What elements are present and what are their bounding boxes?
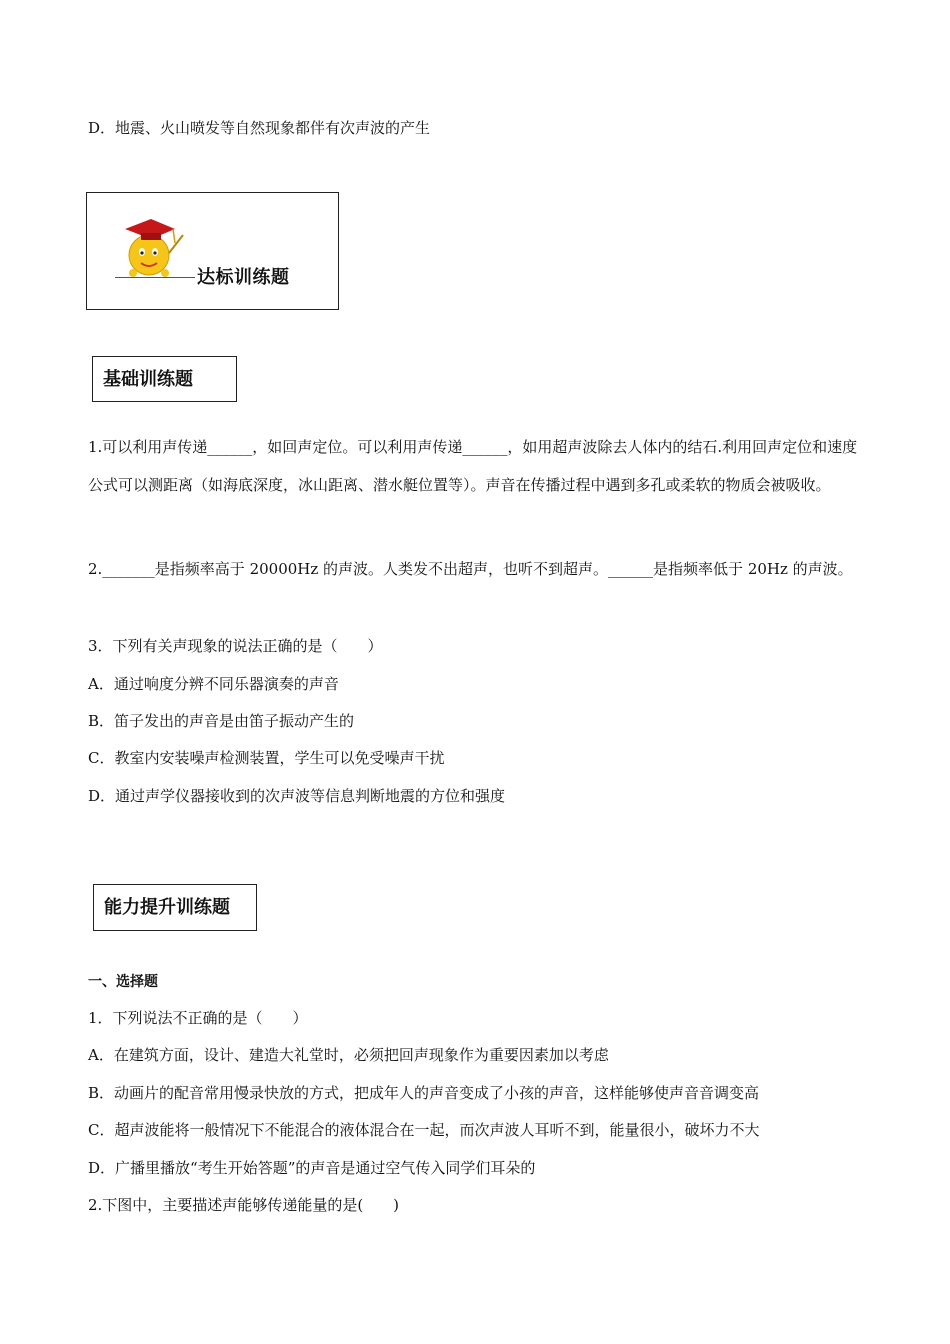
basic-question-3-option-a: A．通过响度分辨不同乐器演奏的声音 [88,675,339,693]
banner-title: 达标训练题 [197,267,290,288]
basic-question-3-stem: 3．下列有关声现象的说法正确的是（ ） [88,637,383,655]
adv-question-1-option-b: B．动画片的配音常用慢录快放的方式，把成年人的声音变成了小孩的声音，这样能够使声音音调变高 [88,1084,760,1102]
section-basic-title: 基础训练题 [103,369,193,390]
section-basic-box [92,356,237,402]
adv-question-1-option-a: A．在建筑方面，设计、建造大礼堂时，必须把回声现象作为重要因素加以考虑 [88,1046,609,1064]
basic-question-2: 2._______是指频率高于 20000Hz 的声波。人类发不出超声，也听不到超声。______是指频率低于 20Hz 的声波。 [88,560,853,578]
basic-question-1: 1.可以利用声传递______，如回声定位。可以利用声传递______，如用超声波除去人体内的结石.利用回声定位和速度公式可以测距离（如海底深度，冰山距离、潜水艇位置等）。声音在传播过程中遇到多孔或柔软的物质会被吸收。 [88,438,858,494]
section-advanced-title: 能力提升训练题 [104,897,230,918]
prev-option-d: D．地震、火山喷发等自然现象都伴有次声波的产生 [88,119,431,137]
basic-question-3-option-b: B．笛子发出的声音是由笛子振动产生的 [88,712,355,730]
adv-question-1-stem: 1．下列说法不正确的是（ ） [88,1009,308,1027]
basic-question-3-option-c: C．教室内安装噪声检测装置，学生可以免受噪声干扰 [88,749,445,767]
section-advanced-box [93,884,257,931]
mascot-icon [111,207,191,287]
banner-rule [115,277,195,278]
adv-question-2-stem: 2.下图中，主要描述声能够传递能量的是( ) [88,1196,400,1214]
banner-box [86,192,339,310]
part-one-heading: 一、选择题 [88,974,158,990]
adv-question-1-option-c: C．超声波能将一般情况下不能混合的液体混合在一起，而次声波人耳听不到，能量很小，破坏力不大 [88,1121,760,1139]
adv-question-1-option-d: D．广播里播放“考生开始答题”的声音是通过空气传入同学们耳朵的 [88,1159,536,1177]
basic-question-3-option-d: D．通过声学仪器接收到的次声波等信息判断地震的方位和强度 [88,787,506,805]
